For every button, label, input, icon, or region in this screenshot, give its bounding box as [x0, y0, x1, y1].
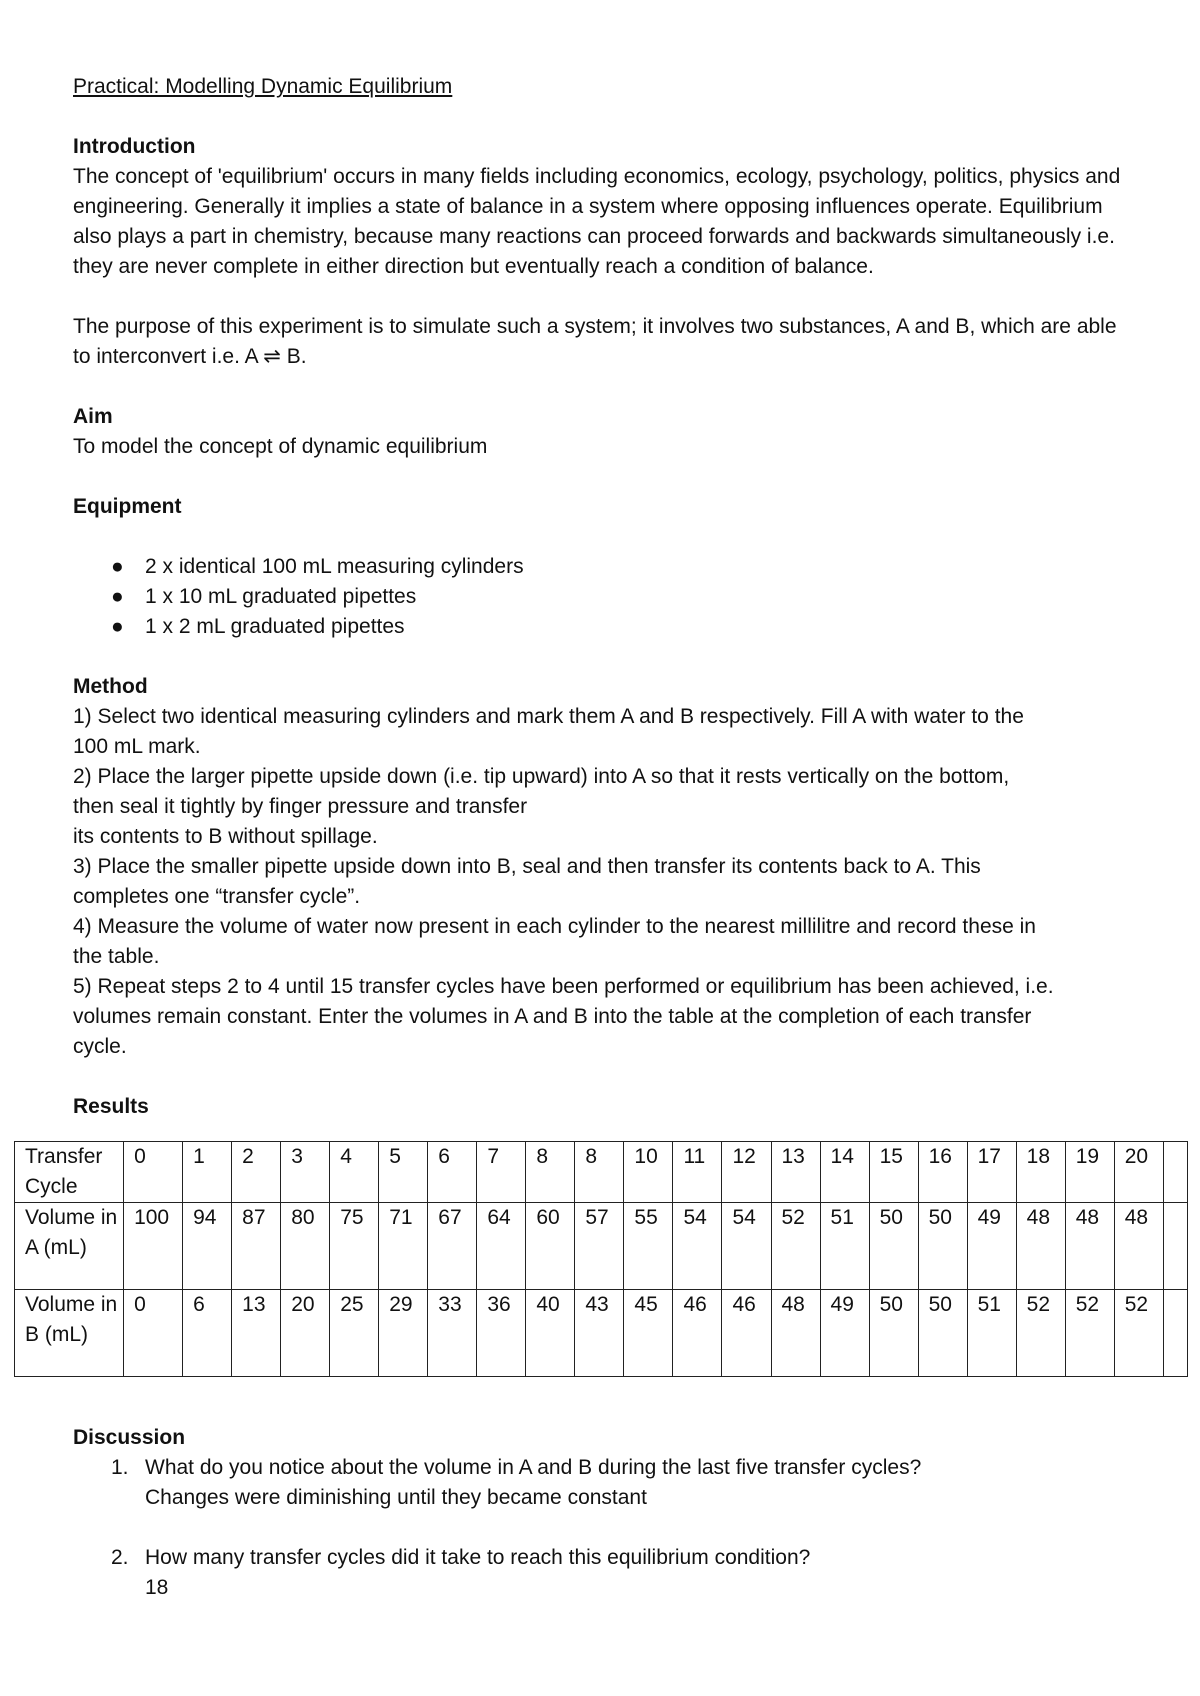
method-steps: [73, 702, 1138, 1062]
question-number: 1.: [111, 1456, 129, 1479]
introduction-paragraph-1: The concept of 'equilibrium' occurs in many fields including economics, ecology, psychology, politics, physics and engineering. Generally it implies a state of balance in a system where opposing influences operate. Equilibrium also plays a part in chemistry, because many reactions can proceed forwards and backwards simultaneously i.e. they are never complete in either direction but eventually reach a condition of balance.: [73, 165, 1121, 278]
table-cell: 60: [526, 1203, 575, 1290]
table-cell: 50: [918, 1290, 967, 1377]
spacer: [73, 642, 1138, 672]
table-cell: 15: [869, 1142, 918, 1203]
answer-text: 18: [145, 1576, 169, 1599]
method-line: 3) Place the smaller pipette upside down into B, seal and then transfer its contents back to A. This: [73, 855, 981, 878]
aim-text: To model the concept of dynamic equilibrium: [73, 435, 488, 458]
bullet-icon: ●: [111, 585, 124, 608]
method-line: 100 mL mark.: [73, 735, 201, 758]
table-cell: 80: [281, 1203, 330, 1290]
table-cell: [1163, 1290, 1187, 1377]
table-cell: 40: [526, 1290, 575, 1377]
table-cell: 17: [967, 1142, 1016, 1203]
discussion-questions: [73, 1453, 1138, 1603]
table-row-label: Volume in B (mL): [15, 1290, 124, 1377]
table-cell: 67: [428, 1203, 477, 1290]
equipment-item-text: 1 x 2 mL graduated pipettes: [145, 615, 405, 638]
table-row-label: Volume in A (mL): [15, 1203, 124, 1290]
table-row: [15, 1203, 1188, 1290]
table-cell: 87: [232, 1203, 281, 1290]
answer-text: Changes were diminishing until they became constant: [145, 1486, 647, 1509]
table-cell: 50: [918, 1203, 967, 1290]
page-title: Practical: Modelling Dynamic Equilibrium: [73, 75, 453, 98]
table-cell: 33: [428, 1290, 477, 1377]
method-line: completes one “transfer cycle”.: [73, 885, 361, 908]
table-row: [15, 1290, 1188, 1377]
table-cell: 1: [183, 1142, 232, 1203]
method-line: 2) Place the larger pipette upside down (i.e. tip upward) into A so that it rests vertically on the bottom,: [73, 765, 1010, 788]
table-cell: 51: [820, 1203, 869, 1290]
method-line: 5) Repeat steps 2 to 4 until 15 transfer cycles have been performed or equilibrium has been achieved, i.e.: [73, 975, 1054, 998]
method-line: volumes remain constant. Enter the volumes in A and B into the table at the completion of each transfer: [73, 1005, 1032, 1028]
table-cell: 18: [1016, 1142, 1065, 1203]
table-cell: 13: [771, 1142, 820, 1203]
table-cell: 94: [183, 1203, 232, 1290]
table-cell: 48: [771, 1290, 820, 1377]
discussion-heading: Discussion: [73, 1426, 186, 1449]
table-cell: 6: [428, 1142, 477, 1203]
method-line: 4) Measure the volume of water now present in each cylinder to the nearest millilitre and record these in: [73, 915, 1036, 938]
equipment-list: [73, 552, 1138, 642]
table-cell: 50: [869, 1203, 918, 1290]
method-line: 1) Select two identical measuring cylinders and mark them A and B respectively. Fill A with water to the: [73, 705, 1024, 728]
table-cell: 100: [124, 1203, 183, 1290]
table-cell: 48: [1016, 1203, 1065, 1290]
table-cell: 46: [673, 1290, 722, 1377]
table-cell: 52: [1065, 1290, 1114, 1377]
table-cell: 19: [1065, 1142, 1114, 1203]
method-line: the table.: [73, 945, 160, 968]
table-cell: 4: [330, 1142, 379, 1203]
table-cell: 54: [722, 1203, 771, 1290]
spacer: [73, 1062, 1138, 1092]
table-cell: 57: [575, 1203, 624, 1290]
table-cell: 52: [771, 1203, 820, 1290]
introduction-paragraph-2: The purpose of this experiment is to simulate such a system; it involves two substances, A and B, which are able to interconvert i.e. A ⇌ B.: [73, 315, 1117, 368]
spacer: [73, 1513, 1138, 1543]
table-cell: 20: [1114, 1142, 1163, 1203]
spacer: [73, 522, 1138, 552]
table-cell: 46: [722, 1290, 771, 1377]
discussion-question: [73, 1543, 1138, 1603]
table-cell: 0: [124, 1290, 183, 1377]
table-cell: 49: [967, 1203, 1016, 1290]
equipment-item: [73, 552, 1138, 582]
table-cell: 5: [379, 1142, 428, 1203]
discussion-section: [73, 1423, 1138, 1603]
table-cell: 51: [967, 1290, 1016, 1377]
table-cell: 52: [1114, 1290, 1163, 1377]
table-cell: 54: [673, 1203, 722, 1290]
table-cell: 71: [379, 1203, 428, 1290]
equipment-item-text: 1 x 10 mL graduated pipettes: [145, 585, 417, 608]
table-cell: 75: [330, 1203, 379, 1290]
table-cell: 2: [232, 1142, 281, 1203]
question-text: What do you notice about the volume in A and B during the last five transfer cycles?: [145, 1456, 922, 1479]
discussion-question: [73, 1453, 1138, 1513]
method-line: cycle.: [73, 1035, 127, 1058]
table-cell: 48: [1065, 1203, 1114, 1290]
table-row-label: Transfer Cycle: [15, 1142, 124, 1203]
method-line: then seal it tightly by finger pressure and transfer: [73, 795, 528, 818]
table-cell: [1163, 1203, 1187, 1290]
introduction-heading: Introduction: [73, 135, 196, 158]
bullet-icon: ●: [111, 615, 124, 638]
aim-heading: Aim: [73, 405, 113, 428]
table-cell: 12: [722, 1142, 771, 1203]
table-cell: 48: [1114, 1203, 1163, 1290]
table-cell: 6: [183, 1290, 232, 1377]
table-cell: 13: [232, 1290, 281, 1377]
table-cell: 52: [1016, 1290, 1065, 1377]
table-cell: [1163, 1142, 1187, 1203]
table-cell: 49: [820, 1290, 869, 1377]
table-cell: 64: [477, 1203, 526, 1290]
table-cell: 0: [124, 1142, 183, 1203]
table-cell: 55: [624, 1203, 673, 1290]
equipment-item: [73, 612, 1138, 642]
table-cell: 11: [673, 1142, 722, 1203]
document-body: [73, 72, 1138, 1122]
bullet-icon: ●: [111, 555, 124, 578]
table-cell: 29: [379, 1290, 428, 1377]
table-cell: 8: [575, 1142, 624, 1203]
table-cell: 8: [526, 1142, 575, 1203]
results-table: [14, 1141, 1188, 1377]
equipment-item: [73, 582, 1138, 612]
equipment-item-text: 2 x identical 100 mL measuring cylinders: [145, 555, 524, 578]
table-row: [15, 1142, 1188, 1203]
question-number: 2.: [111, 1546, 129, 1569]
results-heading: Results: [73, 1095, 149, 1118]
table-cell: 45: [624, 1290, 673, 1377]
table-cell: 16: [918, 1142, 967, 1203]
table-cell: 14: [820, 1142, 869, 1203]
method-heading: Method: [73, 675, 148, 698]
table-cell: 20: [281, 1290, 330, 1377]
results-table-wrapper: [14, 1141, 1188, 1377]
question-text: How many transfer cycles did it take to reach this equilibrium condition?: [145, 1546, 811, 1569]
table-cell: 25: [330, 1290, 379, 1377]
table-cell: 43: [575, 1290, 624, 1377]
table-cell: 10: [624, 1142, 673, 1203]
equipment-heading: Equipment: [73, 495, 182, 518]
results-table-body: [15, 1142, 1188, 1377]
table-cell: 3: [281, 1142, 330, 1203]
table-cell: 50: [869, 1290, 918, 1377]
table-cell: 36: [477, 1290, 526, 1377]
table-cell: 7: [477, 1142, 526, 1203]
method-line: its contents to B without spillage.: [73, 825, 378, 848]
